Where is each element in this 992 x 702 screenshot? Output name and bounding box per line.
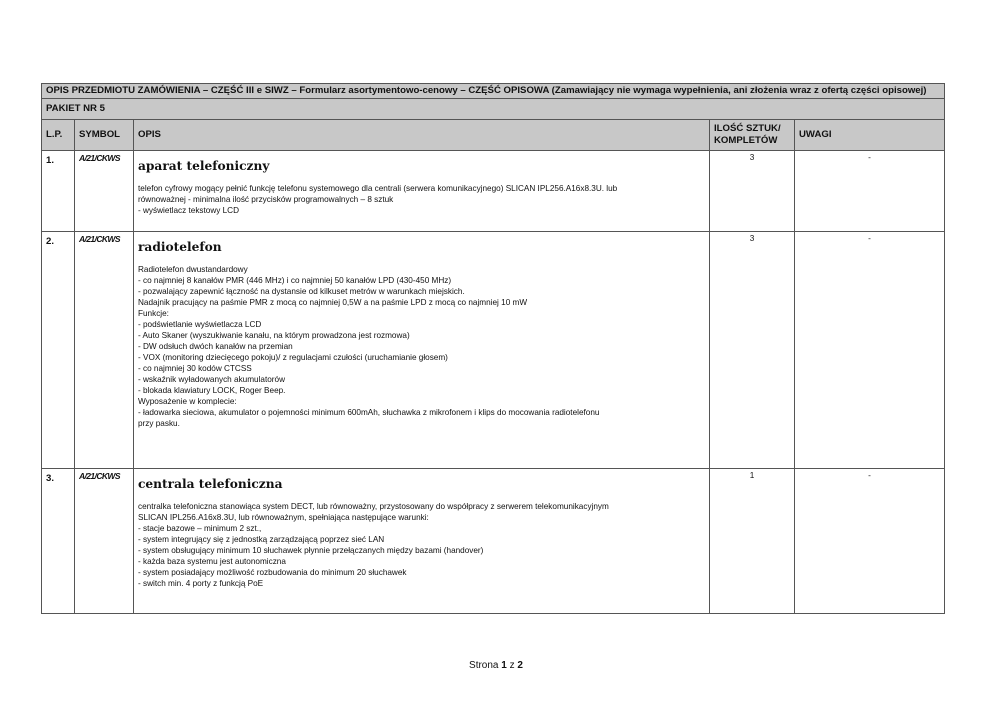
item-description: [138, 264, 705, 429]
item-lp: 3.: [42, 469, 75, 614]
description-line: - pozwalający zapewnić łączność na dystansie od kilkuset metrów w warunkach miejskich.: [138, 287, 465, 296]
item-symbol: A/21/CKWS: [75, 232, 134, 469]
description-line: - stacje bazowe – minimum 2 szt.,: [138, 524, 262, 533]
footer-page-total: 2: [517, 660, 523, 671]
column-header-symbol: SYMBOL: [75, 120, 134, 151]
column-header-uwagi: UWAGI: [795, 120, 945, 151]
package-label: PAKIET NR 5: [42, 99, 945, 120]
description-line: Radiotelefon dwustandardowy: [138, 265, 248, 274]
column-header-ilosc: [710, 120, 795, 151]
description-line: - system posiadający możliwość rozbudowania do minimum 20 słuchawek: [138, 568, 407, 577]
order-table: [41, 83, 945, 614]
description-line: - co najmniej 8 kanałów PMR (446 MHz) i co najmniej 50 kanałów LPD (430-450 MHz): [138, 276, 452, 285]
item-quantity: 1: [710, 469, 795, 614]
table-row: [42, 232, 945, 469]
description-line: - DW odsłuch dwóch kanałów na przemian: [138, 342, 293, 351]
description-line: - podświetlanie wyświetlacza LCD: [138, 320, 262, 329]
item-symbol: A/21/CKWS: [75, 151, 134, 232]
description-line: - switch min. 4 porty z funkcją PoE: [138, 579, 264, 588]
item-quantity: 3: [710, 232, 795, 469]
table-row: [42, 151, 945, 232]
description-line: - blokada klawiatury LOCK, Roger Beep.: [138, 386, 286, 395]
description-line: - VOX (monitoring dziecięcego pokoju)/ z regulacjami czułości (uruchamianie głosem): [138, 353, 448, 362]
item-remarks: -: [795, 469, 945, 614]
item-quantity: 3: [710, 151, 795, 232]
item-name: radiotelefon: [138, 240, 222, 254]
page-footer: [0, 660, 992, 671]
item-lp: 1.: [42, 151, 75, 232]
item-remarks: -: [795, 151, 945, 232]
description-line: - wskaźnik wyładowanych akumulatorów: [138, 375, 285, 384]
item-remarks: -: [795, 232, 945, 469]
description-line: równoważnej - minimalna ilość przycisków programowalnych – 8 sztuk: [138, 195, 394, 204]
description-line: - każda baza systemu jest autonomiczna: [138, 557, 286, 566]
description-line: - system obsługujący minimum 10 słuchawek płynnie przełączanych między bazami (handover): [138, 546, 484, 555]
column-header-lp: L.P.: [42, 120, 75, 151]
item-lp: 2.: [42, 232, 75, 469]
item-description-cell: [134, 232, 710, 469]
footer-prefix: Strona: [469, 660, 502, 671]
item-description: [138, 183, 705, 216]
item-symbol: A/21/CKWS: [75, 469, 134, 614]
description-line: Funkcje:: [138, 309, 169, 318]
description-line: - Auto Skaner (wyszukiwanie kanału, na którym prowadzona jest rozmowa): [138, 331, 410, 340]
description-line: Nadajnik pracujący na paśmie PMR z mocą co najmniej 0,5W a na paśmie LPD z mocą co najmniej 10 mW: [138, 298, 528, 307]
table-row: [42, 469, 945, 614]
description-line: - system integrujący się z jednostką zarządzającą poprzez sieć LAN: [138, 535, 385, 544]
column-header-opis: OPIS: [134, 120, 710, 151]
item-description-cell: [134, 151, 710, 232]
item-name: centrala telefoniczna: [138, 477, 283, 491]
description-line: przy pasku.: [138, 419, 180, 428]
description-line: Wyposażenie w komplecie:: [138, 397, 237, 406]
description-line: telefon cyfrowy mogący pełnić funkcję telefonu systemowego dla centrali (serwera komunikacyjnego) SLICAN IPL256.A16x8.3U. lub: [138, 184, 618, 193]
footer-page-number: 1: [501, 660, 507, 671]
description-line: - co najmniej 30 kodów CTCSS: [138, 364, 252, 373]
description-line: SLICAN IPL256.A16x8.3U, lub równoważnym, spełniająca następujące warunki:: [138, 513, 429, 522]
description-line: - wyświetlacz tekstowy LCD: [138, 206, 240, 215]
column-header-ilosc-line2: KOMPLETÓW: [714, 135, 778, 146]
document-title: OPIS PRZEDMIOTU ZAMÓWIENIA – CZĘŚĆ III e SIWZ – Formularz asortymentowo-cenowy – CZĘŚĆ OPISOWA (Zamawiający nie wymaga wypełnienia, ani złożenia wraz z ofertą części opisowej): [42, 84, 945, 99]
item-name: aparat telefoniczny: [138, 159, 270, 173]
footer-middle: z: [506, 660, 518, 671]
description-line: centralka telefoniczna stanowiąca system DECT, lub równoważny, przystosowany do współpracy z serwerem telekomunikacyjnym: [138, 502, 609, 511]
item-description-cell: [134, 469, 710, 614]
item-description: [138, 501, 705, 589]
description-line: - ładowarka sieciowa, akumulator o pojemności minimum 600mAh, słuchawka z mikrofonem i klips do mocowania radiotelefonu: [138, 408, 600, 417]
column-header-ilosc-line1: ILOŚĆ SZTUK/: [714, 123, 781, 134]
